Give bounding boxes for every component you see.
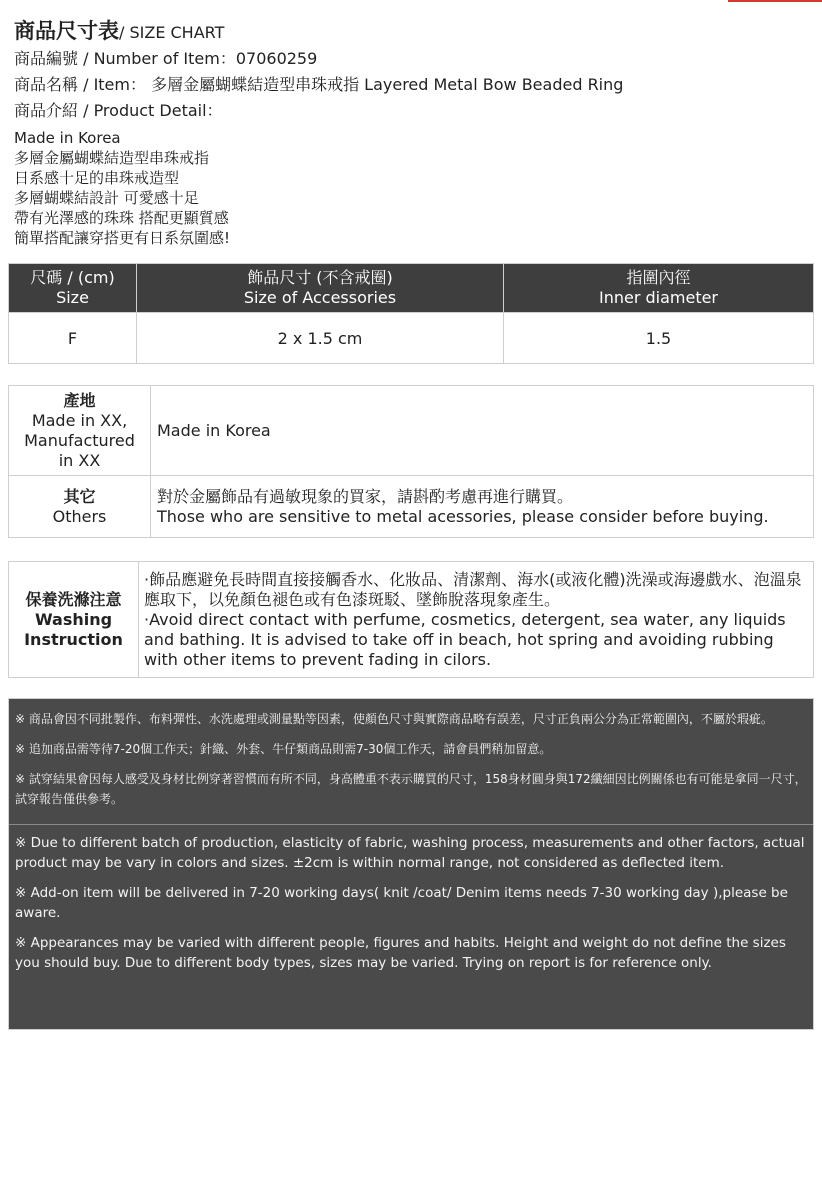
notice-item: ※ 試穿結果會因每人感受及身材比例穿著習慣而有所不同，身高體重不表示購買的尺寸，158身材圓身與172纖細因比例關係也有可能是拿同一尺寸，試穿報告僅供參考。 <box>15 772 807 806</box>
others-row <box>9 476 814 538</box>
notice-item: ※ Add-on item will be delivered in 7-20 working days( knit /coat/ Denim items needs 7-30 working day ),please be aware. <box>15 885 788 921</box>
washing-row <box>9 562 814 678</box>
detail-line: 多層蝴蝶結設計 可愛感十足 <box>14 189 199 207</box>
item-name: 商品名稱 / Item： 多層金屬蝴蝶結造型串珠戒指 Layered Metal Bow Beaded Ring <box>14 75 624 94</box>
size-table <box>8 263 814 364</box>
product-header <box>14 18 814 248</box>
header-size: 尺碼 / (cm) Size <box>9 264 137 313</box>
washing-label: 保養洗滌注意 Washing Instruction <box>9 562 139 678</box>
others-label: 其它 Others <box>9 476 151 538</box>
origin-table <box>8 385 814 538</box>
cell-inner-diameter: 1.5 <box>504 313 814 364</box>
header-accessory-size: 飾品尺寸 (不含戒圈) Size of Accessories <box>137 264 504 313</box>
notice-en <box>9 825 813 973</box>
origin-row <box>9 386 814 476</box>
size-table-header <box>9 264 814 313</box>
washing-text: ·飾品應避免長時間直接接觸香水、化妝品、清潔劑、海水(或液化體)洗澡或海邊戲水、泡溫泉應取下，以免顏色褪色或有色漆斑駁、墜飾脫落現象產生。 ·Avoid direct contact with perfume, cosmetics, detergent, sea water, any liquids and bathing. It is advised to take off in beach, hot spring and avoiding rubbing with other items to prevent fading in cilors. <box>139 562 814 678</box>
notice-item: ※ Appearances may be varied with different people, figures and habits. Height and weight do not define the sizes you should buy. Due to different body types, sizes may be varied. Trying on report is for reference only. <box>15 935 786 971</box>
detail-label: 商品介紹 / Product Detail： <box>14 101 223 120</box>
title-en: / SIZE CHART <box>119 23 225 42</box>
origin-value: Made in Korea <box>151 386 814 476</box>
detail-line: 日系感十足的串珠戒造型 <box>14 169 180 187</box>
detail-line: Made in Korea <box>14 129 121 147</box>
notice-panel <box>8 698 814 1030</box>
detail-line: 多層金屬蝴蝶結造型串珠戒指 <box>14 149 210 167</box>
product-details <box>14 128 814 248</box>
notice-item: ※ Due to different batch of production, elasticity of fabric, washing process, measurements and other factors, actual product may be vary in colors and sizes. ±2cm is within normal range, not considered as deflected item. <box>15 835 805 871</box>
notice-cn <box>9 699 813 824</box>
notice-item: ※ 追加商品需等待7-20個工作天；針織、外套、牛仔類商品則需7-30個工作天，請會員們稍加留意。 <box>15 742 552 756</box>
detail-line: 帶有光澤感的珠珠 搭配更顯質感 <box>14 209 229 227</box>
top-accent-bar <box>728 0 822 2</box>
origin-label: 產地 Made in XX, Manufactured in XX <box>9 386 151 476</box>
item-number: 商品編號 / Number of Item：07060259 <box>14 49 318 68</box>
cell-accessory-size: 2 x 1.5 cm <box>137 313 504 364</box>
header-inner-diameter: 指圍內徑 Inner diameter <box>504 264 814 313</box>
table-row <box>9 313 814 364</box>
page-title <box>14 18 814 46</box>
notice-item: ※ 商品會因不同批製作、布料彈性、水洗處理或測量點等因素，使顏色尺寸與實際商品略有誤差，尺寸正負兩公分為正常範圍內，不屬於瑕疵。 <box>15 712 773 726</box>
title-cn: 商品尺寸表 <box>14 19 119 43</box>
detail-line: 簡單搭配讓穿搭更有日系氛圍感! <box>14 229 231 247</box>
washing-table <box>8 561 814 678</box>
others-value: 對於金屬飾品有過敏現象的買家，請斟酌考慮再進行購買。 Those who are sensitive to metal acessories, please consider before buying. <box>151 476 814 538</box>
cell-size: F <box>9 313 137 364</box>
